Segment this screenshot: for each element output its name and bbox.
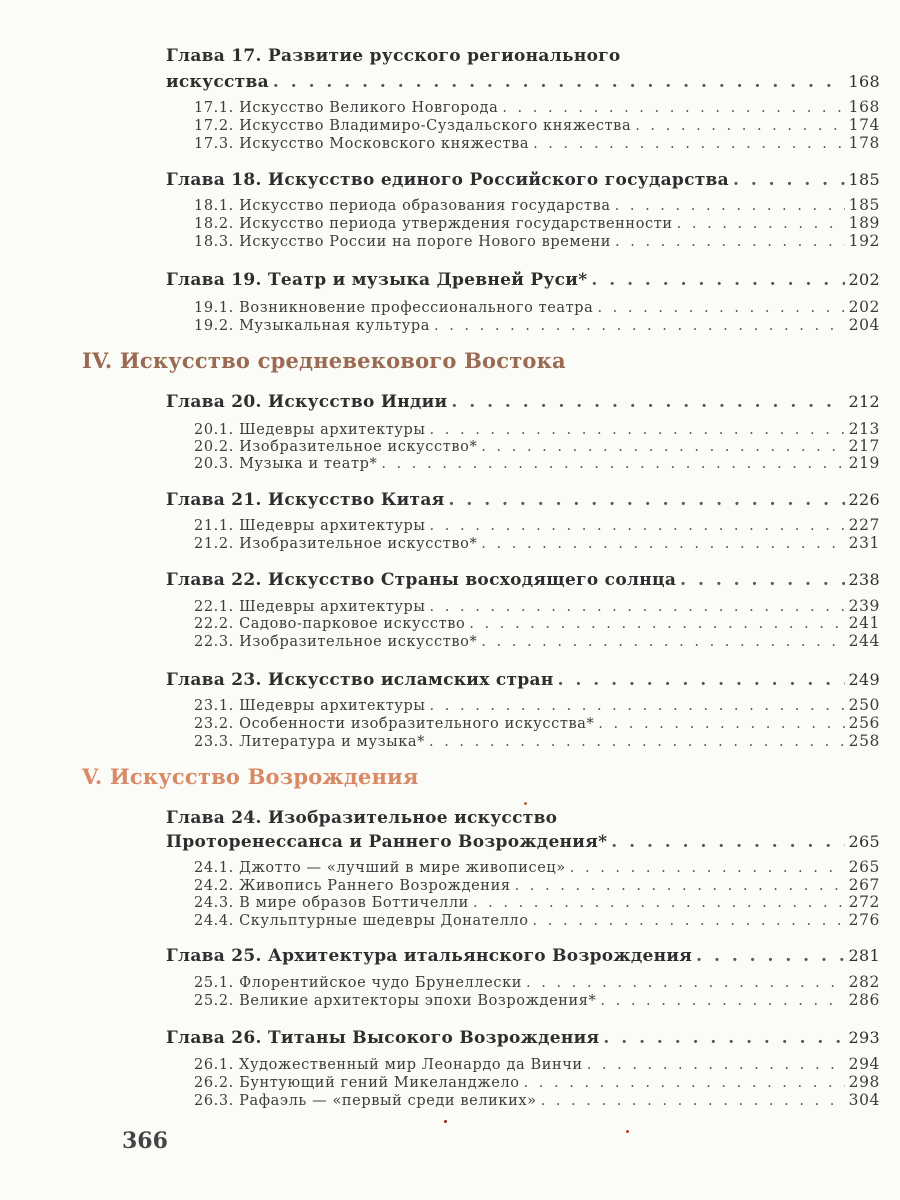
section-entry[interactable] [194, 632, 880, 650]
leader-dots [635, 118, 844, 134]
page-ref: 293 [848, 1028, 880, 1047]
leader-dots [515, 878, 845, 894]
section-entry[interactable] [194, 116, 880, 134]
section-title: 25.1. Флорентийское чудо Брунеллески [194, 975, 523, 991]
page-ref: 174 [848, 116, 880, 134]
page-ref: 250 [848, 696, 880, 714]
section-entry[interactable] [194, 1091, 880, 1109]
section-entry[interactable] [194, 597, 880, 615]
chapter-entry[interactable] [166, 670, 880, 690]
leader-dots [587, 1057, 845, 1073]
section-entry[interactable] [194, 214, 880, 232]
page-ref: 204 [848, 316, 880, 334]
leader-dots [469, 616, 844, 632]
leader-dots [603, 1028, 844, 1048]
section-entry[interactable] [194, 1073, 880, 1091]
section-title: 26.1. Художественный мир Леонардо да Винчи [194, 1057, 583, 1073]
section-entry[interactable] [194, 696, 880, 714]
page-ref: 212 [848, 392, 880, 411]
chapter-title-line: Глава 17. Развитие русского регионального [166, 46, 621, 66]
page-ref: 265 [848, 858, 880, 876]
page-ref: 265 [848, 832, 880, 851]
section-title: 20.2. Изобразительное искусство* [194, 439, 478, 455]
chapter-entry[interactable] [166, 832, 880, 852]
page-ref: 217 [848, 437, 880, 455]
leader-dots [570, 860, 845, 876]
section-entry[interactable] [194, 534, 880, 552]
print-speck [626, 1130, 629, 1133]
section-title: 19.1. Возникновение профессионального театра [194, 300, 594, 316]
section-title: 21.2. Изобразительное искусство* [194, 536, 478, 552]
page-ref: 286 [848, 991, 880, 1009]
section-title: 17.3. Искусство Московского княжества [194, 136, 530, 152]
chapter-entry[interactable] [166, 392, 880, 412]
page-ref: 231 [848, 534, 880, 552]
leader-dots [434, 318, 845, 334]
section-entry[interactable] [194, 232, 880, 250]
chapter-entry[interactable] [166, 946, 880, 966]
section-title: 22.1. Шедевры архитектуры [194, 599, 426, 615]
section-title: 24.4. Скульптурные шедевры Донателло [194, 913, 529, 929]
chapter-title: искусства [166, 72, 269, 92]
part-heading: IV. Искусство средневекового Востока [82, 348, 566, 373]
leader-dots [430, 422, 845, 438]
section-entry[interactable] [194, 98, 880, 116]
section-entry[interactable] [194, 714, 880, 732]
leader-dots [430, 518, 845, 534]
page-ref: 178 [848, 134, 880, 152]
print-speck [444, 1120, 447, 1123]
section-title: 21.1. Шедевры архитектуры [194, 518, 426, 534]
leader-dots [430, 599, 845, 615]
print-speck [524, 802, 527, 805]
page-ref: 282 [848, 973, 880, 991]
section-title: 23.3. Литература и музыка* [194, 734, 425, 750]
page-ref: 294 [848, 1055, 880, 1073]
page-ref: 219 [848, 454, 880, 472]
chapter-title: Глава 18. Искусство единого Российского государства [166, 170, 729, 190]
page-ref: 202 [848, 298, 880, 316]
leader-dots [481, 439, 844, 455]
page-ref: 202 [848, 270, 880, 289]
page-ref: 185 [848, 196, 880, 214]
page-ref: 267 [848, 876, 880, 894]
chapter-title: Глава 26. Титаны Высокого Возрождения [166, 1028, 600, 1048]
section-title: 23.1. Шедевры архитектуры [194, 698, 426, 714]
leader-dots [615, 198, 845, 214]
leader-dots [597, 300, 844, 316]
leader-dots [473, 895, 845, 911]
leader-dots [429, 734, 845, 750]
chapter-title: Проторенессанса и Раннего Возрождения* [166, 832, 608, 852]
leader-dots [481, 536, 844, 552]
section-title: 26.3. Рафаэль — «первый среди великих» [194, 1093, 537, 1109]
leader-dots [598, 716, 844, 732]
page-ref: 281 [848, 946, 880, 965]
section-title: 20.3. Музыка и театр* [194, 456, 378, 472]
section-entry[interactable] [194, 732, 880, 750]
section-entry[interactable] [194, 437, 880, 455]
leader-dots [430, 698, 845, 714]
chapter-title: Глава 22. Искусство Страны восходящего солнца [166, 570, 677, 590]
leader-dots [449, 490, 845, 510]
leader-dots [533, 136, 845, 152]
page-ref: 249 [848, 670, 880, 689]
chapter-title: Глава 25. Архитектура итальянского Возрождения [166, 946, 693, 966]
section-entry[interactable] [194, 858, 880, 876]
section-title: 18.1. Искусство периода образования государства [194, 198, 611, 214]
page-ref: 272 [848, 893, 880, 911]
leader-dots [481, 634, 844, 650]
chapter-entry[interactable] [166, 1028, 880, 1048]
page-ref: 258 [848, 732, 880, 750]
leader-dots [680, 570, 844, 590]
leader-dots [611, 832, 844, 852]
leader-dots [677, 216, 845, 232]
part-heading: V. Искусство Возрождения [82, 764, 419, 789]
leader-dots [381, 456, 844, 472]
section-entry[interactable] [194, 516, 880, 534]
page-ref: 168 [848, 72, 880, 91]
section-entry[interactable] [194, 876, 880, 894]
section-entry[interactable] [194, 454, 880, 472]
section-title: 20.1. Шедевры архитектуры [194, 422, 426, 438]
chapter-title: Глава 21. Искусство Китая [166, 490, 445, 510]
section-title: 17.1. Искусство Великого Новгорода [194, 100, 499, 116]
page-number: 366 [122, 1128, 168, 1154]
chapter-title: Глава 23. Искусство исламских стран [166, 670, 554, 690]
leader-dots [600, 993, 844, 1009]
section-title: 24.3. В мире образов Боттичелли [194, 895, 469, 911]
page-ref: 226 [848, 490, 880, 509]
section-entry[interactable] [194, 316, 880, 334]
page-ref: 213 [848, 420, 880, 438]
page-ref: 304 [848, 1091, 880, 1109]
chapter-entry[interactable] [166, 170, 880, 190]
page-ref: 189 [848, 214, 880, 232]
section-entry[interactable] [194, 134, 880, 152]
section-entry[interactable] [194, 973, 880, 991]
section-entry[interactable] [194, 298, 880, 316]
page-ref: 185 [848, 170, 880, 189]
leader-dots [733, 170, 845, 190]
leader-dots [615, 234, 845, 250]
chapter-entry[interactable] [166, 270, 880, 290]
leader-dots [541, 1093, 845, 1109]
chapter-entry[interactable] [166, 570, 880, 590]
section-entry[interactable] [194, 1055, 880, 1073]
section-entry[interactable] [194, 196, 880, 214]
section-entry[interactable] [194, 991, 880, 1009]
section-title: 25.2. Великие архитекторы эпохи Возрождения* [194, 993, 597, 1009]
leader-dots [273, 72, 845, 92]
section-title: 24.2. Живопись Раннего Возрождения [194, 878, 511, 894]
leader-dots [502, 100, 844, 116]
page-ref: 238 [848, 570, 880, 589]
chapter-title-line: Глава 24. Изобразительное искусство [166, 808, 558, 828]
page-ref: 256 [848, 714, 880, 732]
chapter-title: Глава 19. Театр и музыка Древней Руси* [166, 270, 588, 290]
page-ref: 227 [848, 516, 880, 534]
leader-dots [696, 946, 844, 966]
page-ref: 168 [848, 98, 880, 116]
page-ref: 298 [848, 1073, 880, 1091]
page-ref: 239 [848, 597, 880, 615]
section-title: 23.2. Особенности изобразительного искусства* [194, 716, 595, 732]
page-ref: 241 [848, 614, 880, 632]
chapter-entry[interactable] [166, 490, 880, 510]
section-title: 18.2. Искусство периода утверждения государственности [194, 216, 673, 232]
section-title: 24.1. Джотто — «лучший в мире живописец» [194, 860, 566, 876]
page-ref: 276 [848, 911, 880, 929]
leader-dots [451, 392, 844, 412]
leader-dots [558, 670, 845, 690]
section-title: 17.2. Искусство Владимиро-Суздальского княжества [194, 118, 632, 134]
section-title: 18.3. Искусство России на пороге Нового времени [194, 234, 612, 250]
chapter-entry[interactable] [166, 72, 880, 92]
leader-dots [524, 1075, 845, 1091]
section-entry[interactable] [194, 420, 880, 438]
leader-dots [533, 913, 845, 929]
section-title: 22.3. Изобразительное искусство* [194, 634, 478, 650]
section-entry[interactable] [194, 911, 880, 929]
chapter-title: Глава 20. Искусство Индии [166, 392, 448, 412]
section-entry[interactable] [194, 893, 880, 911]
page-ref: 192 [848, 232, 880, 250]
leader-dots [591, 270, 844, 290]
leader-dots [526, 975, 845, 991]
page-ref: 244 [848, 632, 880, 650]
section-title: 22.2. Садово-парковое искусство [194, 616, 466, 632]
section-title: 26.2. Бунтующий гений Микеланджело [194, 1075, 520, 1091]
section-title: 19.2. Музыкальная культура [194, 318, 430, 334]
section-entry[interactable] [194, 614, 880, 632]
